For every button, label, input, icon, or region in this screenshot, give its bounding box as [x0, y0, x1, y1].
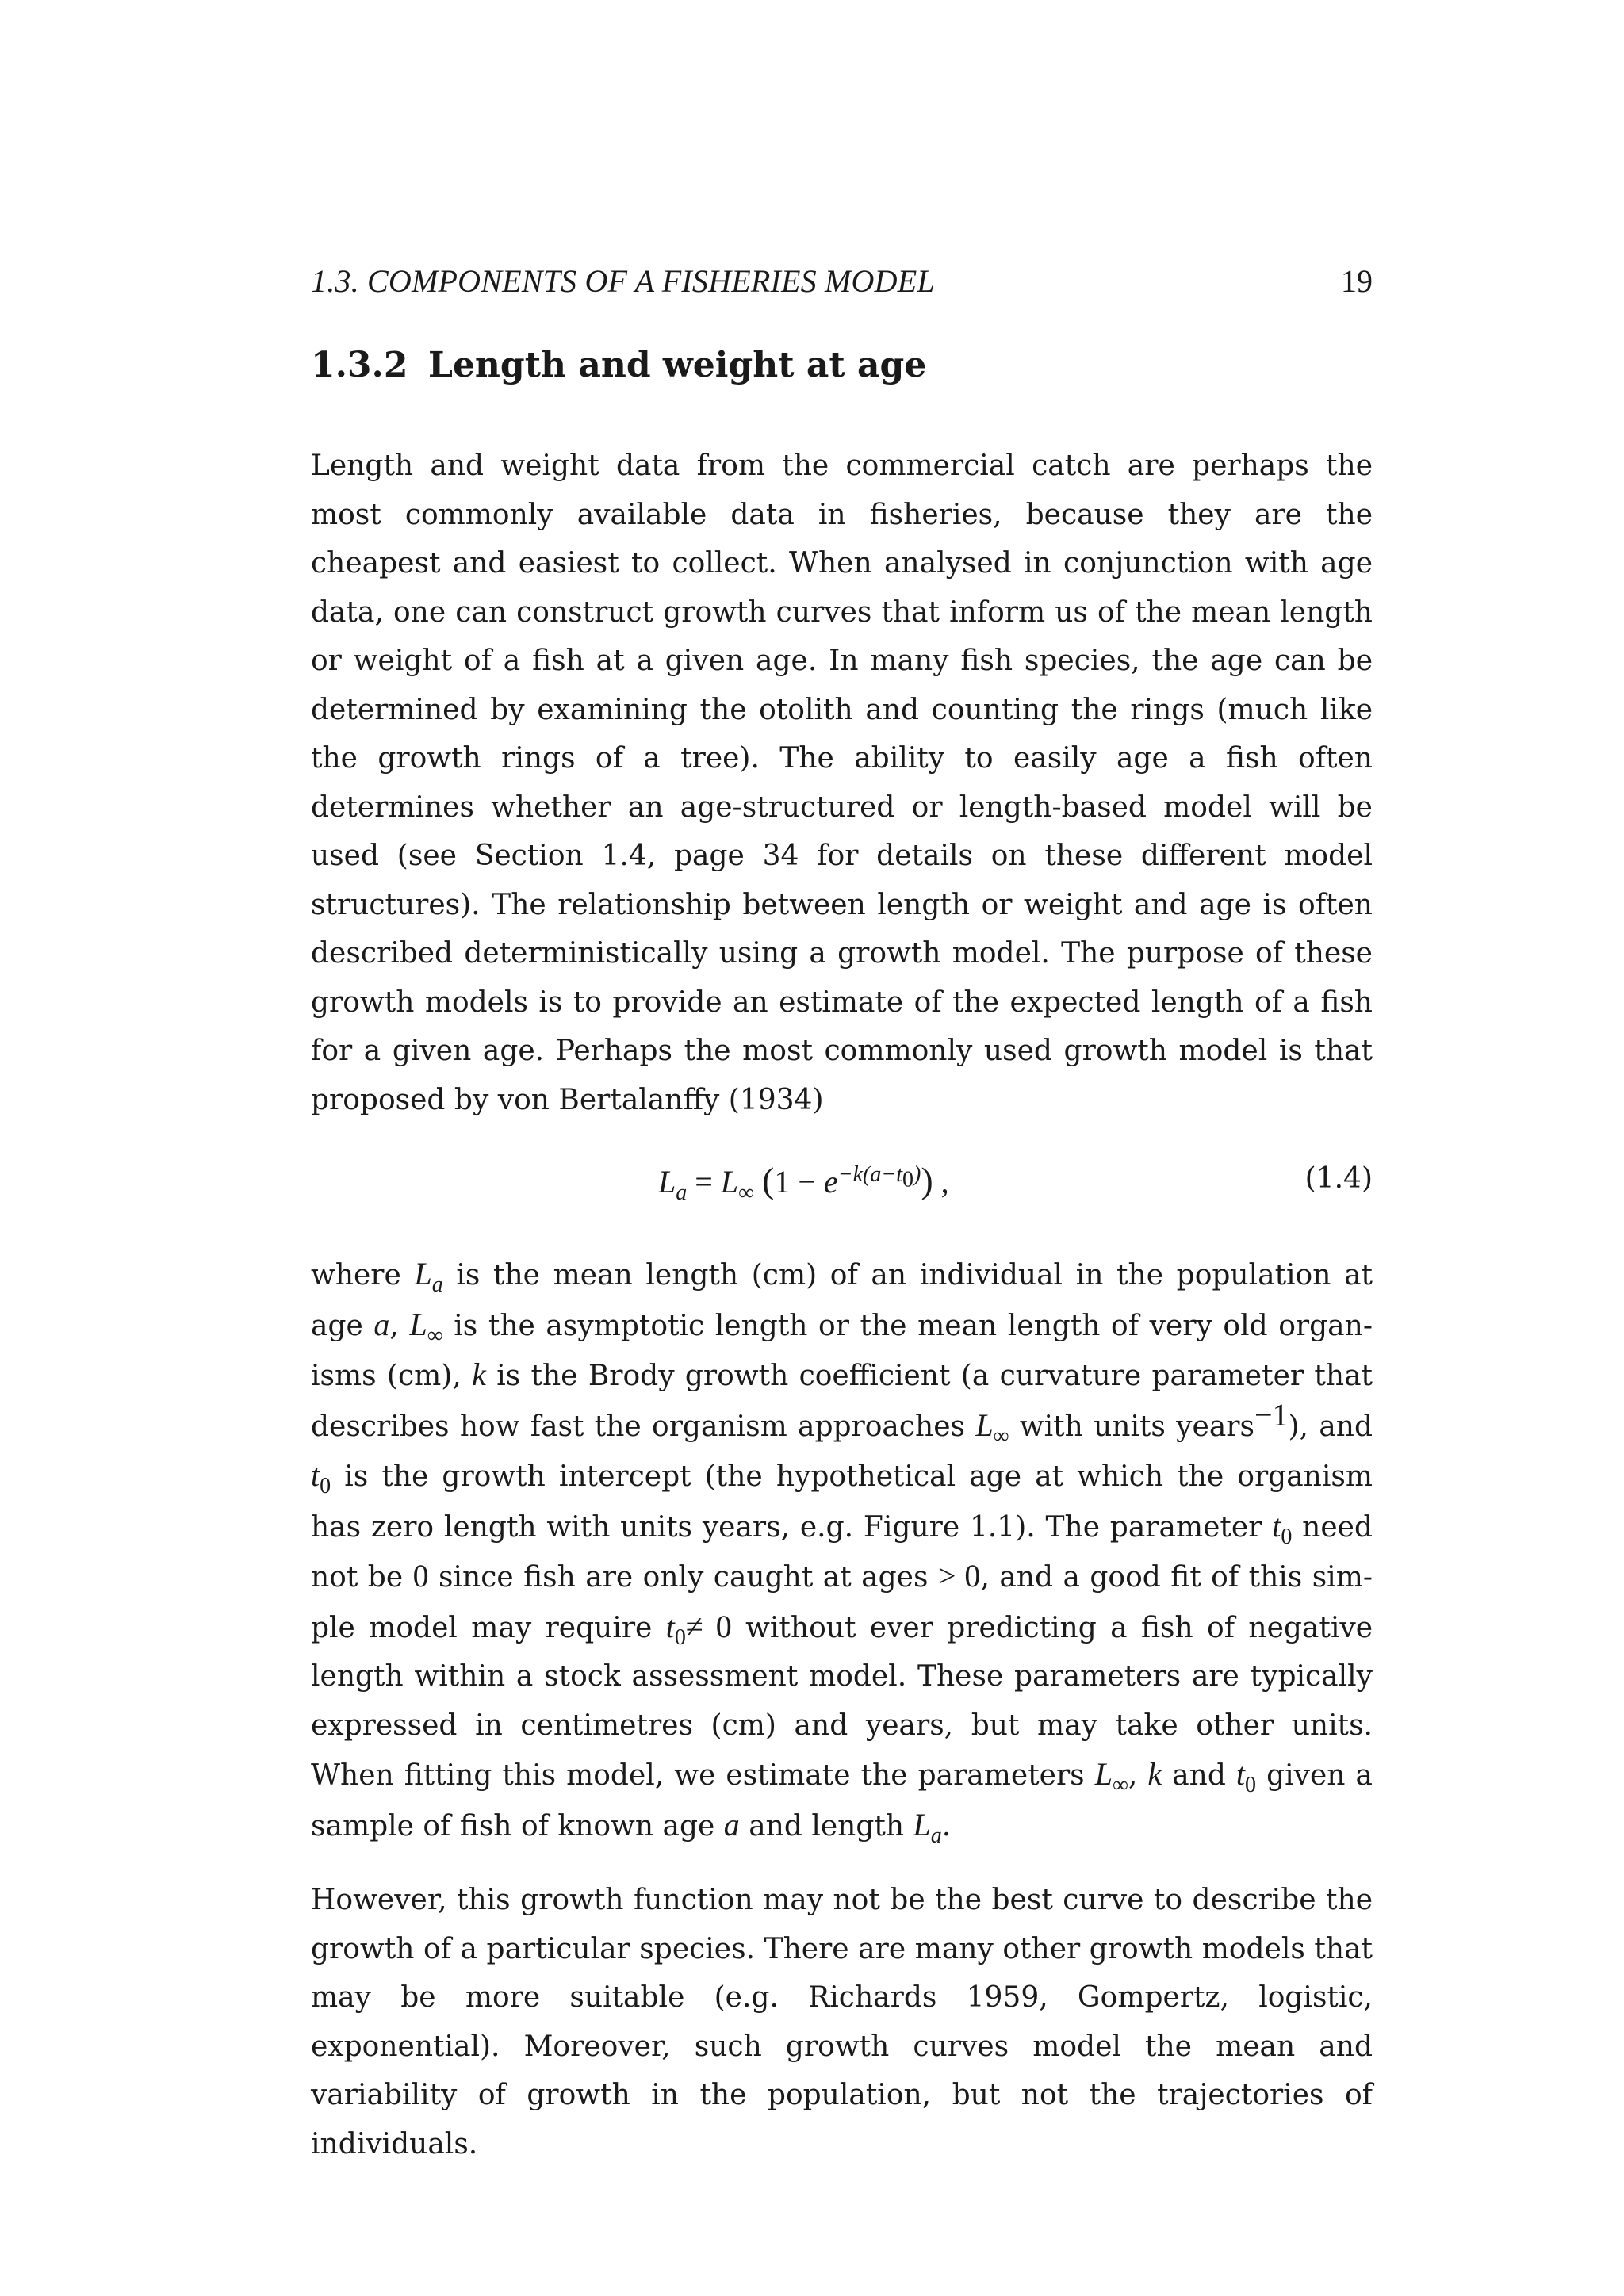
eq-rhs-linf: $L_\infty$	[720, 1164, 755, 1206]
math-La: $L_a$	[414, 1256, 443, 1298]
math-a: a	[373, 1306, 390, 1342]
paragraph-alternatives: However, this growth function may not be the best curve to describe the growth of a particular species. There are many other growth models that may be more suitable (e.g. Richards 1959, Gompertz, logistic, exponential). Moreover, such growth curves model the mean and variability of growth in the population, but not the trajectories of individuals.	[311, 1884, 1373, 2160]
eq-close-paren: )	[921, 1160, 933, 1201]
math-Linf: $L_\infty$	[975, 1406, 1009, 1448]
equation-expression	[658, 1159, 949, 1206]
math-t0: $t_0$	[1272, 1507, 1293, 1549]
math-t0: $t_0$	[1235, 1756, 1257, 1798]
eq-equals: =	[695, 1164, 713, 1200]
page	[311, 258, 1373, 2168]
math-t0: $t_0$	[665, 1608, 686, 1650]
math-La: $L_a$	[913, 1806, 942, 1848]
eq-open-paren: (	[762, 1160, 775, 1201]
math-gt-zero: > 0	[937, 1558, 981, 1594]
math-neq-zero: ≠ 0	[685, 1608, 732, 1644]
eq-exponential: $e^{-k(a-t_0)}$	[823, 1162, 921, 1200]
section-heading	[311, 346, 1373, 385]
running-head-title: 1.3. COMPONENTS OF A FISHERIES MODEL	[311, 263, 935, 299]
section-title: Length and weight at age	[428, 345, 927, 385]
eq-trailing-comma: ,	[933, 1164, 949, 1200]
math-k: k	[472, 1357, 486, 1393]
math-a: a	[723, 1806, 740, 1843]
math-Linf: $L_\infty$	[409, 1306, 443, 1348]
math-Linf: $L_\infty$	[1094, 1756, 1128, 1798]
page-number: 19	[1341, 263, 1373, 299]
math-t0: $t_0$	[311, 1457, 331, 1499]
paragraph-intro: Length and weight data from the commercial catch are perhaps the most commonly available data in fisheries, because they are the cheapest and easiest to collect. When analysed in conjunction with age data, one can construct growth curves that inform us of the mean length or weight of a fish at a given age. In many fish species, the age can be determined by examining the otolith and counting the rings (much like the growth rings of a tree). The ability to easily age a fish often determines whether an age-structured or length-based model will be used (see Section 1.4, page 34 for details on these different model structures). The relationship between length or weight and age is often described deterministically using a growth model. The purpose of these growth models is to provide an estimate of the expected length of a fish for a given age. Perhaps the most commonly used growth model is that proposed by von Bertalanffy (1934)	[311, 450, 1373, 1116]
equation-von-bertalanffy	[311, 1154, 1373, 1215]
eq-one-minus: 1 −	[774, 1164, 824, 1200]
paragraph-parameters: where $L_a$ is the mean length (cm) of an individual in the population at age a, $L_\infty$ is the asymptotic length or the mean length of very old organisms (cm), k is the Brody growth coefficient (a curvature parameter that describes how fast the organism approaches $L_\infty$ with units years$^{-1}$), and $t_0$ is the growth intercept (the hypothetical age at which the organism has zero length with units years, e.g. Figure 1.1). The parameter $t_0$ need not be 0 since fish are only caught at ages > 0, and a good fit of this simple model may require $t_0\ne 0$ without ever predicting a fish of negative length within a stock assessment model. These parameters are typically expressed in centimetres (cm) and years, but may take other units. When fitting this model, we estimate the parameters $L_\infty$, k and $t_0$ given a sample of fish of known age a and length $L_a$.	[311, 1256, 1373, 1848]
math-exponent-minus-one: −1	[1254, 1396, 1289, 1433]
running-head	[311, 258, 1373, 305]
math-zero: 0	[412, 1558, 429, 1594]
eq-lhs: $L_a$	[658, 1164, 688, 1206]
equation-number: (1.4)	[1304, 1162, 1373, 1196]
section-number: 1.3.2	[311, 345, 408, 385]
math-k: k	[1147, 1756, 1162, 1793]
